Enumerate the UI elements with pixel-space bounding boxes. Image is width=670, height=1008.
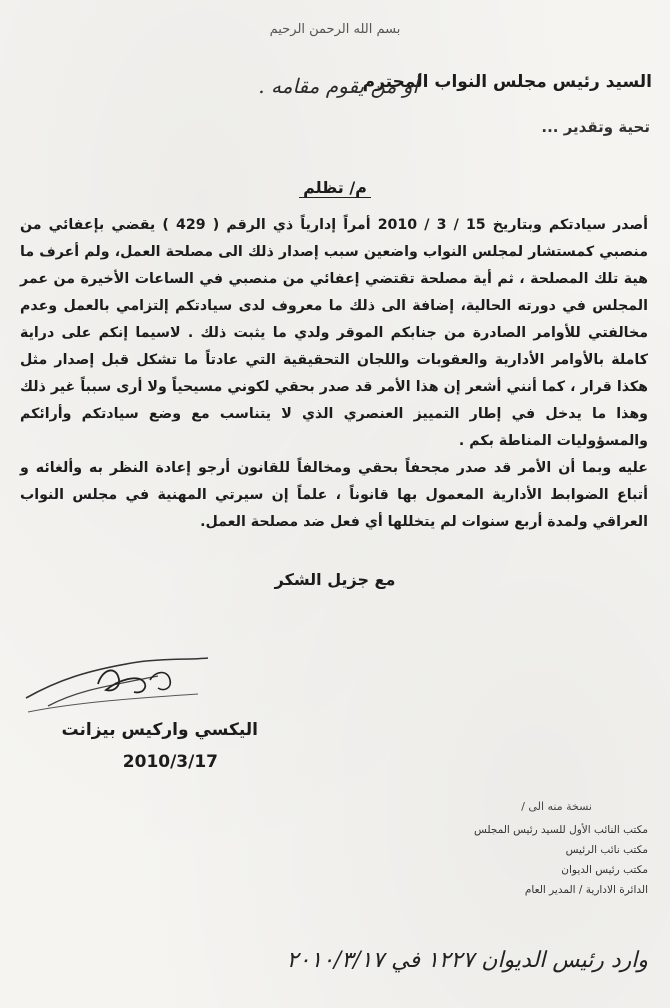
signer-name: اليكسي واركيس بيزانت: [61, 720, 258, 740]
handwritten-signature: [18, 640, 218, 720]
cc-item: الدائرة الادارية / المدير العام: [524, 884, 648, 896]
recipient-handwritten-addition: أو من يقوم مقامه .: [258, 74, 418, 98]
body-paragraph-2: عليه وبما أن الأمر قد صدر مجحفاً بحقي ومخالفاً للقانون أرجو إعادة النظر به وألغائه و أتباع الضوابط الأدارية المعمول بها قانوناً ، علماً إن سيرتي المهنية في مجلس النواب العراقي ولمدة أربع سنوات لم يتخللها أي فعل ضد مصلحة العمل.: [20, 460, 648, 530]
cc-title: نسخة منه الى /: [521, 800, 592, 813]
greeting: تحية وتقدير ...: [541, 118, 650, 136]
signature-date: 2010/3/17: [122, 752, 218, 772]
recipient-line: السيد رئيس مجلس النواب المحترم: [362, 72, 652, 92]
received-stamp-note: وارد رئيس الديوان ١٢٢٧ في ٢٠١٠/٣/١٧: [286, 948, 648, 973]
cc-item: مكتب نائب الرئيس: [565, 844, 648, 856]
letter-body: [20, 212, 648, 536]
subject-text: م/ تظلم: [299, 178, 371, 198]
cc-item: مكتب رئيس الديوان: [561, 864, 648, 876]
closing-phrase: مع جزيل الشكر: [274, 570, 396, 589]
body-paragraph-1: أصدر سيادتكم وبتاريخ 15 / 3 / 2010 أمراً إدارياً ذي الرقم ( 429 ) يقضي بإعفائي من منصبي كمستشار لمجلس النواب واضعين سبب إصدار ذلك الى مصلحة العمل، ولم أعرف ما هية تلك المصلحة ، ثم أية مصلحة تقتضي إعفائي من منصبي في الساعات الأخيرة من عمر المجلس في دورته الحالية، إضافة الى ذلك ما معروف لدى سيادتكم إلتزامي بالعمل وعدم مخالفتي للأوامر الصادرة من جنابكم الموقر ولدي ما يثبت ذلك . لاسيما إنكم على دراية كاملة بالأوامر الأدارية والعقوبات واللجان التحقيقية التي عادتاً ما تشكل قبل إصدار مثل هكذا قرار ، كما أنني أشعر إن هذا الأمر قد صدر بحقي لكوني مسيحياً ولا أرى سبباً غير ذلك وهذا ما يدخل في إطار التمييز العنصري الذي لا يتناسب مع وضع سيادتكم وأرائكم والمسؤوليات المناطة بكم .: [20, 217, 649, 449]
basmala: بسم الله الرحمن الرحيم: [269, 22, 401, 37]
cc-list: [474, 820, 648, 900]
cc-item: مكتب النائب الأول للسيد رئيس المجلس: [473, 824, 648, 836]
subject-line: [0, 178, 670, 197]
